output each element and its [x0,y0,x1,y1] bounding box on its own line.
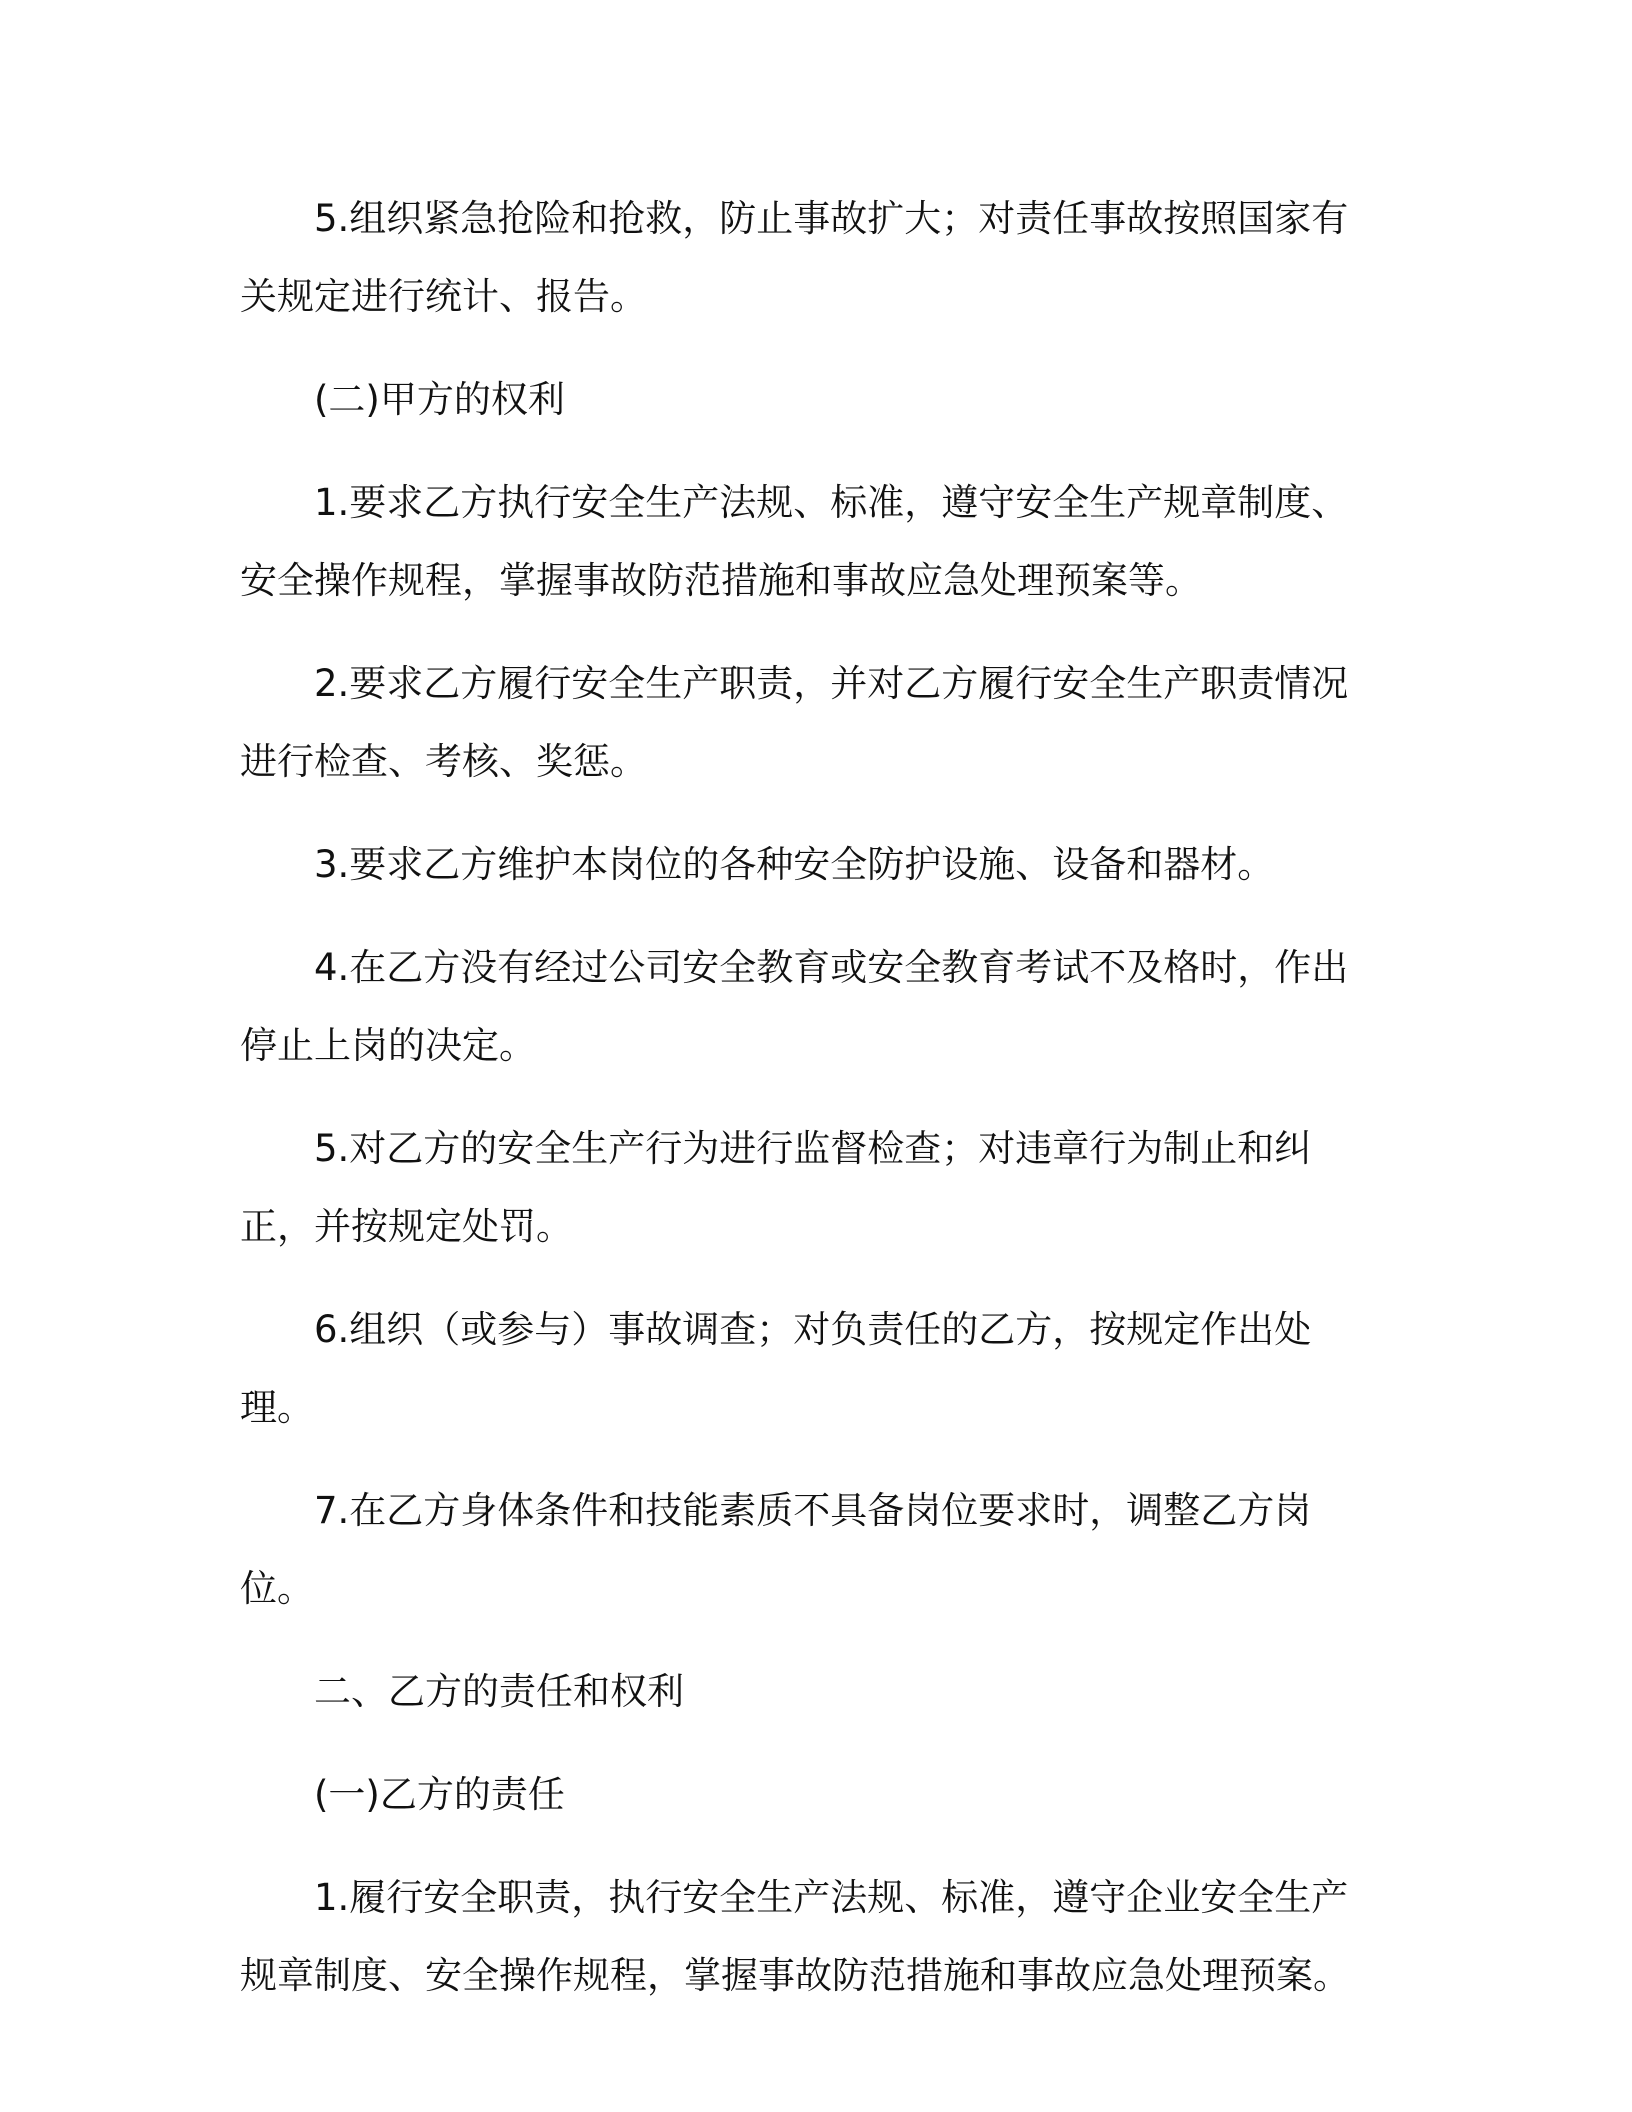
document-body [240,180,1370,2015]
section-heading-party-b: 二、乙方的责任和权利 [314,1670,684,1713]
paragraph-4: 3.要求乙方维护本岗位的各种安全防护设施、设备和器材。 [314,843,1275,886]
paragraph-1: 5.组织紧急抢险和抢救，防止事故扩大；对责任事故按照国家有关规定进行统计、报告。 [240,197,1349,318]
paragraph-9: 1.履行安全职责，执行安全生产法规、标准，遵守企业安全生产规章制度、安全操作规程，掌握事故防范措施和事故应急处理预案。 [240,1876,1350,1997]
paragraph-2: 1.要求乙方执行安全生产法规、标准，遵守安全生产规章制度、安全操作规程，掌握事故防范措施和事故应急处理预案等。 [240,481,1349,602]
paragraph-6: 5.对乙方的安全生产行为进行监督检查；对违章行为制止和纠正，并按规定处罚。 [240,1127,1312,1248]
paragraph-5: 4.在乙方没有经过公司安全教育或安全教育考试不及格时，作出停止上岗的决定。 [240,946,1349,1067]
paragraph-7: 6.组织（或参与）事故调查；对负责任的乙方，按规定作出处理。 [240,1308,1312,1429]
section-heading-party-b-duties: (一)乙方的责任 [314,1773,565,1816]
paragraph-3: 2.要求乙方履行安全生产职责，并对乙方履行安全生产职责情况进行检查、考核、奖惩。 [240,662,1349,783]
section-heading-party-a-rights: (二)甲方的权利 [314,378,565,421]
paragraph-8: 7.在乙方身体条件和技能素质不具备岗位要求时，调整乙方岗位。 [240,1489,1312,1610]
